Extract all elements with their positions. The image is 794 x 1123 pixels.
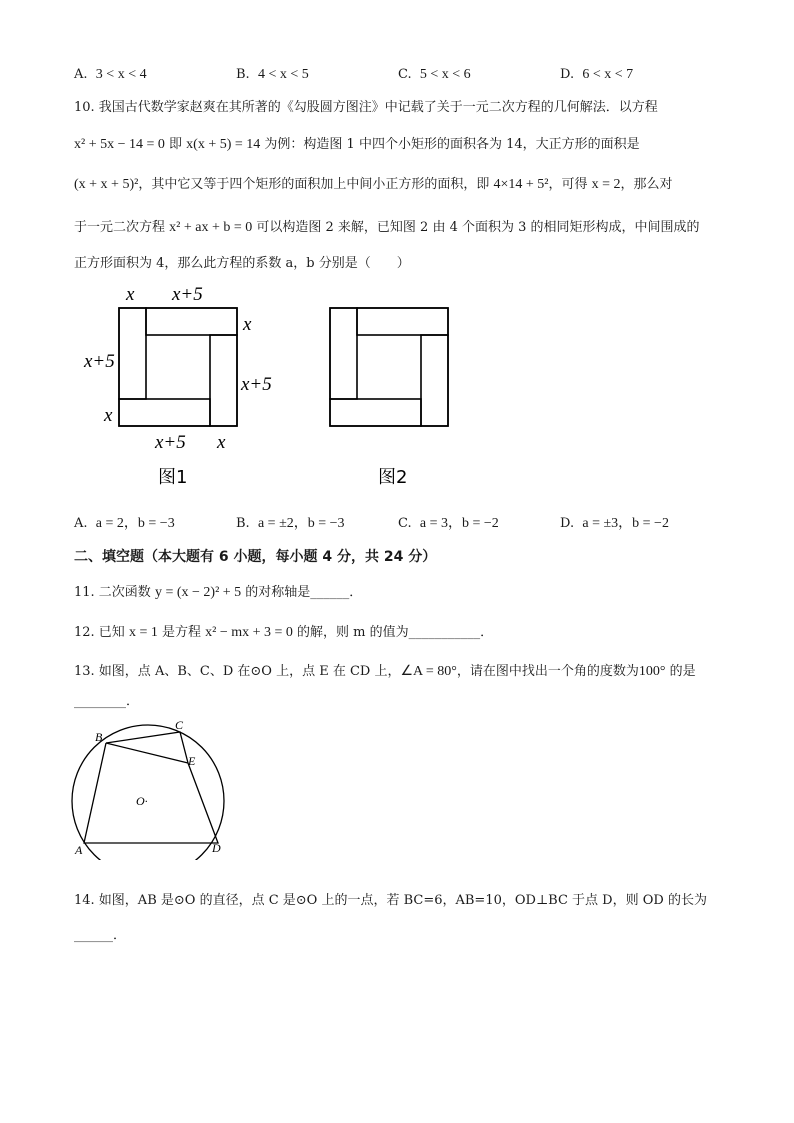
fig2-rect-top (357, 308, 448, 335)
point-e-label: E (188, 754, 196, 768)
fig2-rect-bottom (330, 399, 421, 426)
fig1-label-right-x5: x+5 (241, 374, 272, 395)
q9-option-d: D. 6 < x < 7 (560, 67, 634, 82)
fig2-outer-square (330, 308, 448, 426)
fig1-label-top-x: x (126, 284, 135, 305)
q14-line-1: 14. 如图，AB 是⊙O 的直径，点 C 是⊙O 上的一点，若 BC=6，AB=10，OD⊥BC 于点 D，则 OD 的长为 (74, 893, 707, 908)
q13-circle-figure (60, 715, 240, 860)
q10-line-3: (x + x + 5)²，其中它又等于四个矩形的面积加上中间小正方形的面积，即 4×14 + 5²，可得 x = 2，那么对 (74, 177, 673, 192)
quadrilateral-abcd (84, 732, 218, 843)
q12: 12. 已知 x = 1 是方程 x² − mx + 3 = 0 的解，则 m 的值为___________． (74, 625, 494, 640)
q10-option-a: A. a = 2，b = −3 (74, 516, 175, 531)
point-d-label: D (212, 841, 221, 855)
fig1-rect-right (210, 335, 237, 426)
fig1-rect-left (119, 308, 146, 399)
q10-line-1: 10. 我国古代数学家赵爽在其所著的《勾股圆方图注》中记载了关于一元二次方程的几何解法．以方程 (74, 100, 658, 115)
fig1-rect-bottom (119, 399, 210, 426)
fig1-label-left-x5: x+5 (84, 351, 115, 372)
figure-2 (330, 308, 448, 426)
fig1-label-bottom-x5: x+5 (155, 432, 186, 453)
q10-line-5: 正方形面积为 4，那么此方程的系数 a，b 分别是（ ） (74, 256, 410, 271)
fig2-rect-right (421, 335, 448, 426)
fig1-rect-top (146, 308, 237, 335)
fig2-rect-left (330, 308, 357, 399)
figure-1 (119, 308, 237, 426)
segment-be (106, 743, 188, 763)
point-c-label: C (175, 718, 184, 732)
fig1-label-bottom-x: x (217, 432, 226, 453)
q10-line-4: 于一元二次方程 x² + ax + b = 0 可以构造图 2 来解，已知图 2 由 4 个面积为 3 的相同矩形构成，中间围成的 (74, 220, 700, 235)
q10-figures (0, 280, 794, 500)
q10-option-d: D. a = ±3，b = −2 (560, 516, 669, 531)
fig1-outer-square (119, 308, 237, 426)
q11: 11. 二次函数 y = (x − 2)² + 5 的对称轴是______． (74, 585, 363, 600)
q13-line-2: ________． (74, 694, 140, 709)
q10-factored-equation: x(x + 5) = 14 (186, 137, 261, 152)
q9-option-a: A. 3 < x < 4 (74, 67, 147, 82)
q14-line-2: ______． (74, 928, 127, 943)
q10-equation: x² + 5x − 14 = 0 (74, 137, 165, 152)
q10-option-b: B. a = ±2，b = −3 (236, 516, 345, 531)
point-a-label: A (75, 843, 83, 857)
q13-line-1: 13. 如图，点 A、B、C、D 在⊙O 上，点 E 在 CD 上，∠A = 80°，请在图中找出一个角的度数为100° 的是 (74, 664, 696, 679)
fig1-label-right-x: x (243, 314, 252, 335)
point-b-label: B (95, 730, 103, 744)
center-o-label: O· (136, 794, 148, 808)
fig2-caption: 图2 (378, 467, 408, 488)
fig1-label-top-x5: x+5 (172, 284, 203, 305)
q9-option-b: B. 4 < x < 5 (236, 67, 309, 82)
q10-option-c: C. a = 3，b = −2 (398, 516, 499, 531)
q10-line-2: x² + 5x − 14 = 0 即 x(x + 5) = 14 为例：构造图 1 中四个小矩形的面积各为 14，大正方形的面积是 (74, 137, 640, 152)
fig1-label-left-x: x (104, 405, 113, 426)
fig1-caption: 图1 (158, 467, 188, 488)
q9-option-c: C. 5 < x < 6 (398, 67, 471, 82)
section-2-title: 二、填空题（本大题有 6 小题，每小题 4 分，共 24 分） (74, 549, 437, 565)
